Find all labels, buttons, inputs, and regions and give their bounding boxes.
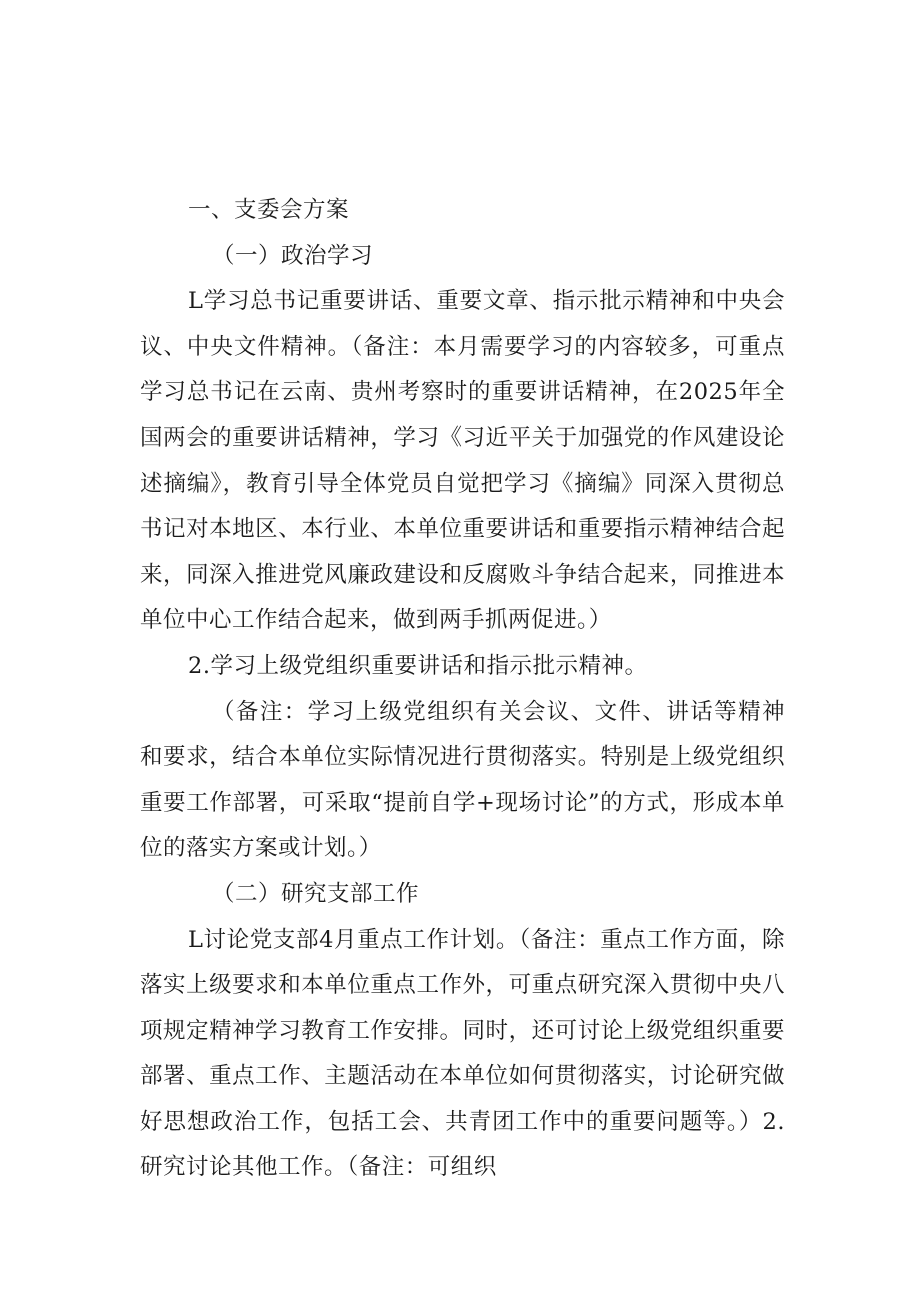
heading-branch-committee-plan: 一、支委会方案	[188, 197, 350, 223]
paragraph-branch-work-item-1: L讨论党支部4月重点工作计划。（备注：重点工作方面，除落实上级要求和本单位重点工作外，可重点研究深入贯彻中央八项规定精神学习教育工作安排。同时，还可讨论上级党组织重要部署、重点工作、主题活动在本单位如何贯彻落实，讨论研究做好思想政治工作，包括工会、共青团工作中的重要问题等。）2.研究讨论其他工作。（备注：可组织	[140, 926, 785, 1181]
paragraph-study-item-2-note: （备注：学习上级党组织有关会议、文件、讲话等精神和要求，结合本单位实际情况进行贯彻落实。特别是上级党组织重要工作部署，可采取“提前自学+现场讨论”的方式，形成本单位的落实方案或计划。）	[140, 698, 785, 862]
document-body	[140, 188, 785, 1191]
heading-branch-work: （二）研究支部工作	[212, 880, 420, 907]
paragraph-study-item-1: L学习总书记重要讲话、重要文章、指示批示精神和中央会议、中央文件精神。（备注：本月需要学习的内容较多，可重点学习总书记在云南、贵州考察时的重要讲话精神，在2025年全国两会的重要讲话精神，学习《习近平关于加强党的作风建设论述摘编》，教育引导全体党员自觉把学习《摘编》同深入贯彻总书记对本地区、本行业、本单位重要讲话和重要指示精神结合起来，同深入推进党风廉政建设和反腐败斗争结合起来，同推进本单位中心工作结合起来，做到两手抓两促进。）	[140, 288, 785, 634]
heading-political-study: （一）政治学习	[212, 242, 374, 269]
paragraph-study-item-2: 2.学习上级党组织重要讲话和指示批示精神。	[188, 652, 648, 679]
